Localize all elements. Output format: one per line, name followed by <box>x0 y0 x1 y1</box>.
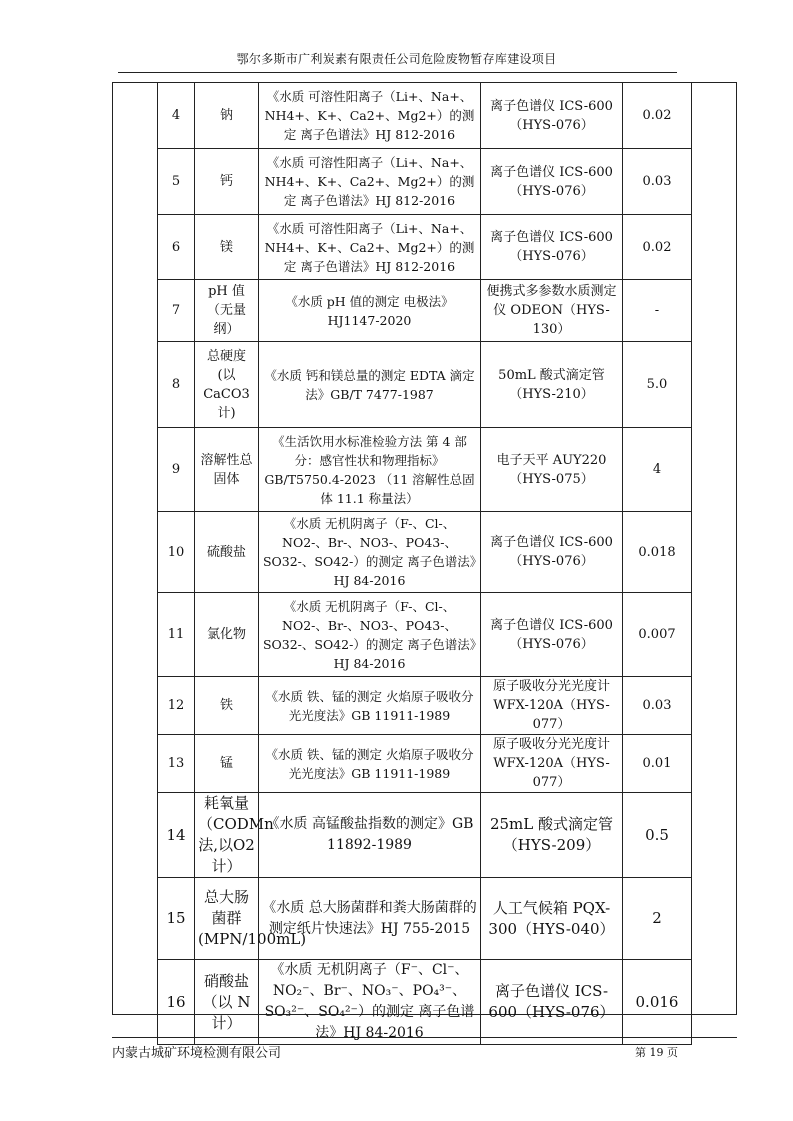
instrument-cell: 离子色谱仪 ICS-600（HYS-076） <box>481 512 623 593</box>
test-item-cell: 氯化物 <box>195 593 259 677</box>
instrument-cell: 离子色谱仪 ICS-600（HYS-076） <box>481 593 623 677</box>
table-row <box>158 960 692 1045</box>
instrument-cell: 便携式多参数水质测定仪 ODEON（HYS-130） <box>481 280 623 342</box>
instrument-cell: 原子吸收分光光度计 WFX-120A（HYS-077） <box>481 735 623 793</box>
detection-limit-cell: 0.01 <box>623 735 692 793</box>
detection-limit-cell: 0.5 <box>623 793 692 878</box>
instrument-cell: 离子色谱仪 ICS-600（HYS-076） <box>481 215 623 280</box>
table-row <box>158 280 692 342</box>
instrument-cell: 50mL 酸式滴定管（HYS-210） <box>481 342 623 428</box>
method-standard-cell: 《水质 铁、锰的测定 火焰原子吸收分光光度法》GB 11911-1989 <box>259 677 481 735</box>
row-number-cell: 15 <box>158 878 195 960</box>
test-item-cell: 总大肠菌群(MPN/100mL) <box>195 878 259 960</box>
method-table <box>157 82 692 1045</box>
instrument-cell: 原子吸收分光光度计 WFX-120A（HYS-077） <box>481 677 623 735</box>
method-standard-cell: 《水质 可溶性阳离子（Li+、Na+、NH4+、K+、Ca2+、Mg2+）的测定 离子色谱法》HJ 812-2016 <box>259 83 481 149</box>
detection-limit-cell: 0.018 <box>623 512 692 593</box>
table-row <box>158 793 692 878</box>
instrument-cell: 电子天平 AUY220（HYS-075） <box>481 428 623 512</box>
table-row <box>158 83 692 149</box>
footer-divider <box>112 1037 737 1038</box>
test-item-cell: 钠 <box>195 83 259 149</box>
method-standard-cell: 《水质 钙和镁总量的测定 EDTA 滴定法》GB/T 7477-1987 <box>259 342 481 428</box>
row-number-cell: 5 <box>158 149 195 215</box>
test-item-cell: 铁 <box>195 677 259 735</box>
row-number-cell: 7 <box>158 280 195 342</box>
method-standard-cell: 《水质 高锰酸盐指数的测定》GB 11892-1989 <box>259 793 481 878</box>
row-number-cell: 13 <box>158 735 195 793</box>
detection-limit-cell: 0.016 <box>623 960 692 1045</box>
row-number-cell: 10 <box>158 512 195 593</box>
row-number-cell: 4 <box>158 83 195 149</box>
method-standard-cell: 《水质 pH 值的测定 电极法》HJ1147-2020 <box>259 280 481 342</box>
detection-limit-cell: 0.03 <box>623 149 692 215</box>
table-row <box>158 878 692 960</box>
table-row <box>158 215 692 280</box>
method-standard-cell: 《水质 铁、锰的测定 火焰原子吸收分光光度法》GB 11911-1989 <box>259 735 481 793</box>
table-row <box>158 735 692 793</box>
method-standard-cell: 《水质 无机阴离子（F-、Cl-、NO2-、Br-、NO3-、PO43-、SO32-、SO42-）的测定 离子色谱法》HJ 84-2016 <box>259 512 481 593</box>
row-number-cell: 8 <box>158 342 195 428</box>
detection-limit-cell: 2 <box>623 878 692 960</box>
method-standard-cell: 《水质 无机阴离子（F⁻、Cl⁻、NO₂⁻、Br⁻、NO₃⁻、PO₄³⁻、SO₃²⁻、SO₄²⁻）的测定 离子色谱法》HJ 84-2016 <box>259 960 481 1045</box>
method-standard-cell: 《水质 总大肠菌群和粪大肠菌群的测定纸片快速法》HJ 755-2015 <box>259 878 481 960</box>
method-standard-cell: 《水质 可溶性阳离子（Li+、Na+、NH4+、K+、Ca2+、Mg2+）的测定 离子色谱法》HJ 812-2016 <box>259 215 481 280</box>
table-row <box>158 428 692 512</box>
table-row <box>158 677 692 735</box>
header-divider <box>118 72 677 73</box>
table-row <box>158 512 692 593</box>
test-item-cell: 总硬度(以CaCO3计) <box>195 342 259 428</box>
instrument-cell: 25mL 酸式滴定管（HYS-209） <box>481 793 623 878</box>
row-number-cell: 9 <box>158 428 195 512</box>
footer-company: 内蒙古城矿环境检测有限公司 <box>112 1046 282 1061</box>
detection-limit-cell: 0.02 <box>623 83 692 149</box>
test-item-cell: 镁 <box>195 215 259 280</box>
row-number-cell: 12 <box>158 677 195 735</box>
detection-limit-cell: 0.007 <box>623 593 692 677</box>
method-table-body <box>158 83 692 1045</box>
instrument-cell: 人工气候箱 PQX-300（HYS-040） <box>481 878 623 960</box>
instrument-cell: 离子色谱仪 ICS-600（HYS-076） <box>481 149 623 215</box>
instrument-cell: 离子色谱仪 ICS-600（HYS-076） <box>481 960 623 1045</box>
table-row <box>158 149 692 215</box>
detection-limit-cell: 0.02 <box>623 215 692 280</box>
test-item-cell: 溶解性总固体 <box>195 428 259 512</box>
footer-page-number: 第 19 页 <box>635 1046 678 1059</box>
method-standard-cell: 《生活饮用水标准检验方法 第 4 部分：感官性状和物理指标》GB/T5750.4-2023 （11 溶解性总固体 11.1 称量法） <box>259 428 481 512</box>
detection-limit-cell: 5.0 <box>623 342 692 428</box>
detection-limit-cell: 0.03 <box>623 677 692 735</box>
test-item-cell: 硝酸盐（以 N 计） <box>195 960 259 1045</box>
test-item-cell: 钙 <box>195 149 259 215</box>
method-standard-cell: 《水质 可溶性阳离子（Li+、Na+、NH4+、K+、Ca2+、Mg2+）的测定 离子色谱法》HJ 812-2016 <box>259 149 481 215</box>
page-header-title: 鄂尔多斯市广利炭素有限责任公司危险废物暂存库建设项目 <box>236 52 557 66</box>
instrument-cell: 离子色谱仪 ICS-600（HYS-076） <box>481 83 623 149</box>
row-number-cell: 11 <box>158 593 195 677</box>
method-standard-cell: 《水质 无机阴离子（F-、Cl-、NO2-、Br-、NO3-、PO43-、SO32-、SO42-）的测定 离子色谱法》HJ 84-2016 <box>259 593 481 677</box>
table-row <box>158 593 692 677</box>
table-row <box>158 342 692 428</box>
row-number-cell: 6 <box>158 215 195 280</box>
test-item-cell: 硫酸盐 <box>195 512 259 593</box>
row-number-cell: 16 <box>158 960 195 1045</box>
detection-limit-cell: 4 <box>623 428 692 512</box>
test-item-cell: pH 值（无量纲） <box>195 280 259 342</box>
test-item-cell: 锰 <box>195 735 259 793</box>
detection-limit-cell: - <box>623 280 692 342</box>
row-number-cell: 14 <box>158 793 195 878</box>
test-item-cell: 耗氧量（CODMn法,以O2计） <box>195 793 259 878</box>
